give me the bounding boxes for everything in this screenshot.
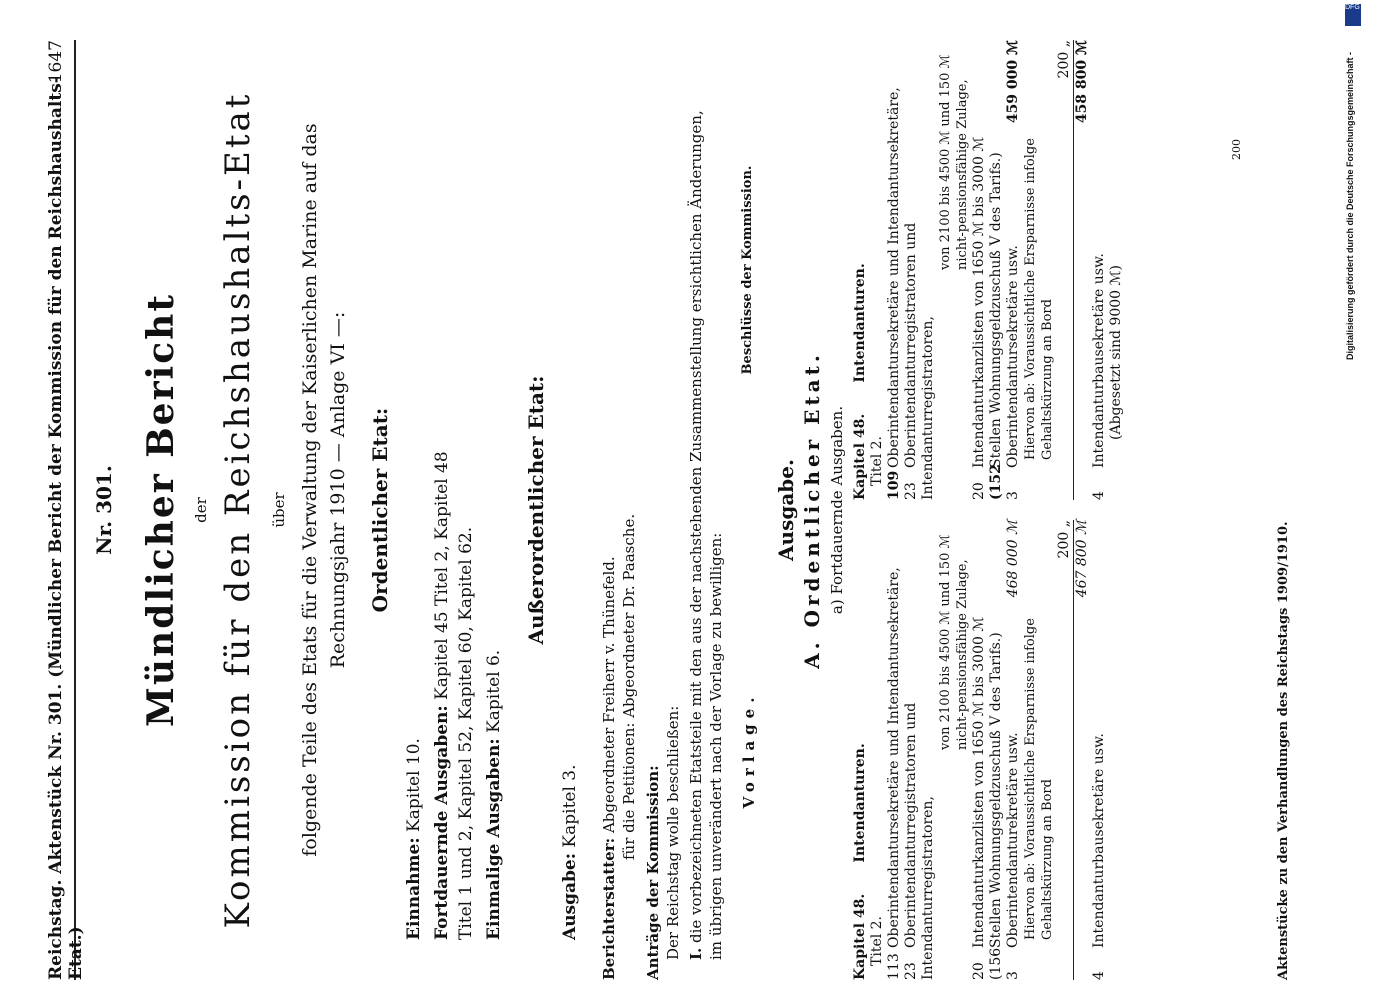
commission-title: Kommission für den Reichshaushalts-Etat (218, 91, 258, 929)
dfg-logo-icon: DFG (1345, 4, 1361, 26)
einmalig-line: Einmalige Ausgaben: Kapitel 6. (484, 649, 504, 940)
report-title: Mündlicher Bericht (140, 293, 182, 727)
antraege-label: Anträge der Kommission: (644, 765, 662, 980)
ordentlich-heading: Ordentlicher Etat: (368, 407, 392, 613)
lead-text: folgende Teile des Etats für die Verwaltung der Kaiserlichen Marine auf das Rechnungsjahr 1910 — Anlage VI —: (299, 123, 349, 857)
column-beschluesse: Beschlüsse der Kommission. (740, 165, 755, 375)
page-number: 1647 (46, 40, 66, 84)
fortdauernd-line: Fortdauernde Ausgaben: Kapitel 45 Titel 2, Kapitel 48 Titel 1 und 2, Kapitel 52, Kapitel 60, Kapitel 62. (432, 451, 476, 940)
ausgabe-line: Ausgabe: Kapitel 3. (560, 764, 580, 940)
rotated-page (40, 20, 1310, 980)
berichterstatter-line: Berichterstatter: Abgeordneter Freiherr v. Thünefeld. (600, 556, 618, 980)
margin-note: 200 (1230, 139, 1243, 160)
ausserordentlich-heading: Außerordentlicher Etat: (524, 375, 548, 645)
ordentlicher-etat-heading: A. Ordentlicher Etat. (800, 351, 824, 669)
beschluesse-table: Kapitel 48. Intendanturen. Titel 2. 109Oberintendantursekretäre und Intendantursekretäre, 23Oberintendanturregistratoren und Intendanturregistratoren, von 2100 bis 4500 ℳ und 150 ℳ nicht-pensionsfähige Zulage, 20Intendanturkanzlisten von 1650 ℳ bis 3000 ℳ (152Stellen Wohnungsgeldzuschuß V des Tarifs.) 3Oberintendantursekretäre usw. 459 000 ℳ Hiervon ab: Voraussichtliche Ersparnisse infolge Gehaltskürzung an Bord 200 „ 458 800 ℳ 4Intendanturbausekretäre usw. (Abgesetzt sind 9000 ℳ) (852, 40, 1124, 500)
column-vorlage: Vorlage. (740, 691, 758, 809)
einnahme-line: Einnahme: Kapitel 10. (404, 738, 424, 940)
dfg-credit (1345, 4, 1363, 360)
title-ueber: über (270, 492, 288, 528)
page-header (40, 40, 86, 980)
fortdauernde-heading: a) Fortdauernde Ausgaben. (828, 405, 846, 615)
dfg-credit-text: Digitalisierung gefördert durch die Deutsche Forschungsgemeinschaft - (1345, 51, 1355, 360)
antraege-intro: Der Reichstag wolle beschließen: (664, 705, 682, 960)
vorlage-table: Kapitel 48. Intendanturen. Titel 2. 113Oberintendantursekretäre und Intendantursekretäre, 23Oberintendanturregistratoren und Intendanturregistratoren, von 2100 bis 4500 ℳ und 150 ℳ nicht-pensionsfähige Zulage, 20Intendanturkanzlisten von 1650 ℳ bis 3000 ℳ (156Stellen Wohnungsgeldzuschuß V des Tarifs.) 3Oberintendanturekretäre usw. 468 000 ℳ Hiervon ab: Voraussichtliche Ersparnisse infolge Gehaltskürzung an Bord 200 „ 467 800 ℳ 4Intendanturbausekretäre usw. (852, 520, 1107, 980)
page-footer: Aktenstücke zu den Verhandlungen des Reichstags 1909/1910. (1276, 521, 1291, 980)
petitionen-line: für die Petitionen: Abgeordneter Dr. Paasche. (620, 513, 638, 860)
document-number: Nr. 301. (92, 465, 116, 555)
ausgabe-heading: Ausgabe. (774, 459, 798, 561)
running-head: Reichstag. Aktenstück Nr. 301. (Mündlicher Bericht der Kommission für den Reichshaushalts-Etat.) (46, 76, 86, 980)
title-der: der (192, 497, 210, 523)
antrag-I: I. die vorbezeichneten Etatsteile mit den aus der nachstehenden Zusammenstellung ersichtlichen Änderungen, im übrigen unverändert nach der Vorlage zu bewilligen: (687, 110, 725, 960)
